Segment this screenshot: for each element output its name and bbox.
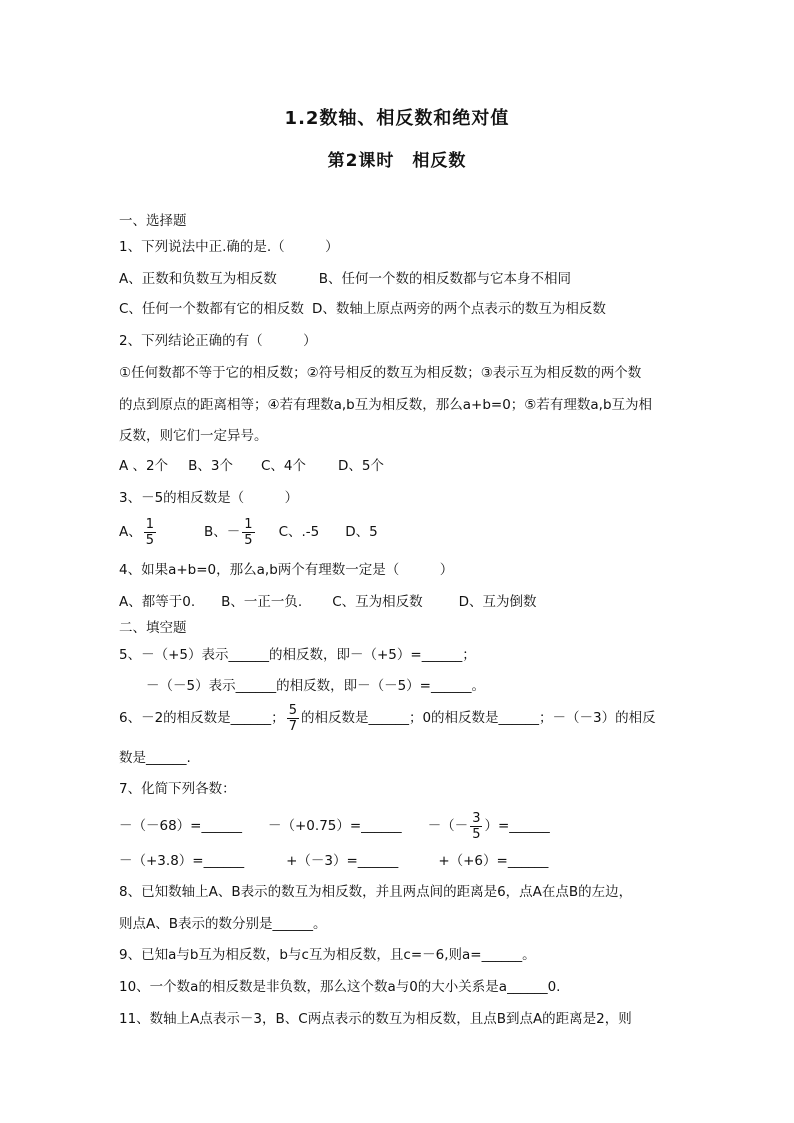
q3-option-d: D、5 (345, 524, 378, 540)
q7-stem: 7、化简下列各数： (119, 781, 236, 797)
q9: 9、已知a与b互为相反数，b与c互为相反数，且c=－6,则a=______。 (119, 947, 536, 963)
q7-item-1: －（－68）=______ (119, 818, 242, 834)
q7-item-2: －（+0.75）=______ (268, 818, 402, 834)
q4-option-c: C、互为相反数 (332, 594, 423, 610)
section-fill-blank: 二、填空题 (119, 620, 187, 636)
page-subtitle: 第2课时 相反数 (327, 151, 467, 171)
q4-option-a: A、都等于0. (119, 594, 196, 610)
q7-item-4: －（+3.8）=______ (119, 853, 245, 869)
q3-option-a: A、 (119, 524, 142, 540)
q7-row-1 (119, 808, 550, 844)
q1-option-c: C、任何一个数都有它的相反数 (119, 301, 304, 317)
q7-row-2 (119, 851, 548, 871)
q6-fraction: $\frac{5}{7}$ (288, 702, 297, 734)
q2-option-d: D、5个 (338, 458, 384, 474)
q5-line-2: －（－5）表示______的相反数，即－（－5）=______。 (146, 678, 485, 694)
q2-stem: 2、下列结论正确的有（ ） (119, 333, 317, 349)
q2-option-a: A 、2个 (119, 458, 169, 474)
q10: 10、一个数a的相反数是非负数，那么这个数a与0的大小关系是a______0. (119, 979, 561, 995)
q2-option-c: C、4个 (260, 458, 306, 474)
q7-item-6: +（+6）=______ (438, 853, 549, 869)
q2-options (119, 456, 384, 476)
q3-option-b: B、－ (204, 524, 241, 540)
q3-stem: 3、－5的相反数是（ ） (119, 490, 299, 506)
q7-item-3: －（－ $\frac{3}{5}$ ）=______ (427, 810, 550, 842)
q1-option-b: B、任何一个数的相反数都与它本身不相同 (318, 271, 572, 287)
q3-b-fraction: $\frac{1}{5}$ (244, 516, 253, 548)
q4-option-b: B、一正一负. (221, 594, 303, 610)
q11: 11、数轴上A点表示－3，B、C两点表示的数互为相反数，且点B到点A的距离是2，则 (119, 1011, 632, 1027)
q7-item-5: +（－3）=______ (286, 853, 399, 869)
q1-stem: 1、下列说法中正.确的是.（ ） (119, 239, 339, 255)
q3-option-c: C、.-5 (278, 524, 320, 540)
q6-line-2: 数是______. (119, 750, 191, 766)
q2-line-3: 反数，则它们一定异号。 (119, 428, 268, 444)
q4-option-d: D、互为倒数 (458, 594, 537, 610)
q4-options (119, 592, 537, 612)
section-multiple-choice: 一、选择题 (119, 213, 187, 229)
q5-line-1: 5、－（+5）表示______的相反数，即－（+5）=______； (119, 647, 476, 663)
q2-line-2: 的点到原点的距离相等；④若有理数a,b互为相反数，那么a+b=0；⑤若有理数a,b互为相 (119, 397, 653, 413)
page-title: 1.2数轴、相反数和绝对值 (284, 108, 510, 129)
q3-options (119, 514, 378, 550)
q8-line-2: 则点A、B表示的数分别是______。 (119, 916, 327, 932)
q4-stem: 4、如果a+b=0，那么a,b两个有理数一定是（ ） (119, 562, 454, 578)
q1-option-a: A、正数和负数互为相反数 (119, 271, 277, 287)
q1-options-ab (119, 269, 571, 289)
q3-a-fraction: $\frac{1}{5}$ (145, 516, 155, 548)
q8-line-1: 8、已知数轴上A、B表示的数互为相反数，并且两点间的距离是6，点A在点B的左边， (119, 884, 633, 900)
q1-options-cd (119, 299, 606, 319)
q6-line-1: 6、－2的相反数是______； $\frac{5}{7}$ 的相反数是______；0的相反数是______；－（－3）的相反 (119, 702, 656, 734)
q2-line-1: ①任何数都不等于它的相反数；②符号相反的数互为相反数；③表示互为相反数的两个数 (119, 365, 642, 381)
q1-option-d: D、数轴上原点两旁的两个点表示的数互为相反数 (311, 301, 606, 317)
q2-option-b: B、3个 (188, 458, 233, 474)
